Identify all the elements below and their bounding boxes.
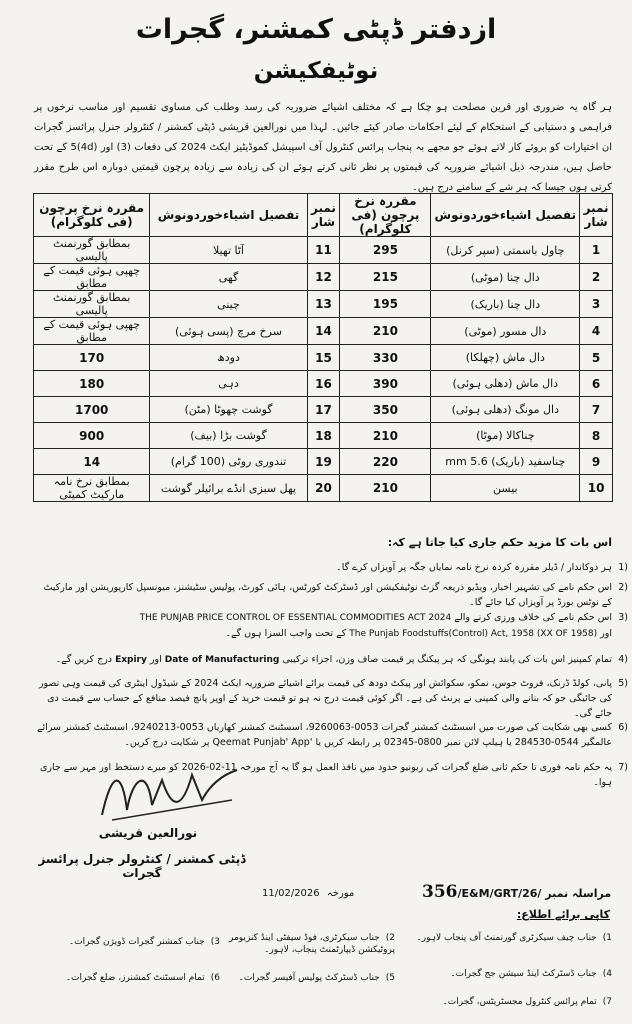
serial-cell: 15: [307, 345, 340, 371]
item-cell: دال چنا (موٹی): [431, 264, 580, 291]
item-cell: دال چنا (باریک): [431, 291, 580, 318]
table-row: [34, 345, 613, 371]
rate-cell: چھپی ہوئی قیمت کے مطابق: [34, 264, 150, 291]
item-cell: سرخ مرچ (پسی ہوئی): [150, 318, 307, 345]
preamble-paragraph: ہر گاہ یہ ضروری اور قرین مصلحت ہو چکا ہے کہ مختلف اشیائے ضروریہ کی رسد وطلب کی مساوی تقسیم اور مناسب نرخوں پر فراہمی و دستیابی کے استحکام کے لیئے احکامات صادر کیئے جائیں۔ لہذا میں نورالعین قریشی ڈپٹی کمشنر / کنٹرولر جنرل پرائسز گجرات ان اختیارات کو بروئے کار لاتے ہوئے جو مجھے بہ پنجاب پرائس کنٹرول آف اسپیشل کموڈیٹیز ایکٹ 2024 کی دفعات (3) اور (4d)5 کے تحت حاصل ہیں، مندرجہ ذیل اشیائے ضروریہ کی قیمتوں پر نظر ثانی کرتے ہوئے ان کی زیادہ سے زیادہ پرچون قیمتیں دوبارہ اس طرح مقرر کرتی ہوں جیسا کہ ہر شے کے سامنے درج ہیں۔: [34, 102, 612, 193]
rate-cell: 170: [34, 345, 150, 371]
item-cell: دہی: [150, 371, 307, 397]
rate-cell: 220: [340, 449, 431, 475]
clause-item: [34, 676, 628, 721]
rate-cell: چھپی ہوئی قیمت کے مطابق: [34, 318, 150, 345]
serial-cell: 9: [580, 449, 613, 475]
ref-label: مراسلہ نمبر: [545, 887, 612, 900]
clause-text: ہر دوکاندار / ڈیلر مقررہ کردہ نرخ نامہ نمایاں جگہ پر آویزاں کرے گا۔: [336, 562, 612, 573]
date-of-manufacturing-term: Date of Manufacturing: [164, 655, 280, 665]
serial-cell: 13: [307, 291, 340, 318]
clause-text: اس حکم نامے کی تشہیر اخبار، ویڈیو ذریعہ گزٹ نوٹیفکیشن اور ڈسٹرکٹ کورٹس، ہائی کورٹ، پولیس سٹیشنز، میونسپل کارپوریشن اور مارکیٹ کے نوٹس بورڈ پر آویزاں کیا جائے گا۔: [43, 582, 612, 608]
clause-item: [34, 720, 628, 750]
item-cell: دال مونگ (دھلی ہوئی): [431, 397, 580, 423]
header-serial-right-block: نمبر شار: [307, 194, 340, 237]
cc-item: [60, 972, 220, 984]
signatory-name: نورالعین قریشی: [98, 826, 198, 840]
dispatch-date: [262, 888, 354, 899]
signatory-designation: ڈپٹی کمشنر / کنٹرولر جنرل پرائسز گجرات: [38, 852, 246, 880]
cc-number: 1): [602, 933, 612, 943]
cc-number: 3): [210, 937, 220, 947]
notification-heading: نوٹیفکیشن: [253, 58, 379, 84]
cc-text: تمام اسسٹنٹ کمشنرز، ضلع گجرات۔: [65, 973, 205, 983]
item-cell: چینی: [150, 291, 307, 318]
table-row: [34, 423, 613, 449]
clause-text: اس حکم نامے کی خلاف ورزی کرنے والے: [454, 612, 612, 623]
act-name-1958: The Punjab Foodstuffs(Control) Act, 1958 (XX OF 1958): [349, 629, 598, 639]
rate-cell: بمطابق گورنمنٹ پالیسی: [34, 291, 150, 318]
rate-cell: 350: [340, 397, 431, 423]
clause-text: تمام کمپنیز اس بات کی پابند ہونگی کہ ہر پیکنگ پر قیمت صاف وزن، اجزاء ترکیبی: [282, 654, 612, 665]
rate-cell: 295: [340, 237, 431, 264]
cc-number: 4): [602, 969, 612, 979]
cc-item: [400, 932, 612, 944]
ref-suffix: /E&M/GRT/26/: [457, 887, 542, 900]
item-cell: گھی: [150, 264, 307, 291]
rate-cell: 1700: [34, 397, 150, 423]
handwritten-signature: [92, 760, 242, 830]
item-cell: پھل سبزی انڈے برائیلر گوشت: [150, 475, 307, 502]
cc-item: [225, 972, 395, 984]
cc-text: تمام پرائس کنٹرول مجسٹریٹس، گجرات۔: [442, 997, 597, 1007]
clause-text: اور: [149, 654, 162, 665]
item-cell: دال ماش (چھلکا): [431, 345, 580, 371]
cc-number: 5): [385, 973, 395, 983]
serial-cell: 19: [307, 449, 340, 475]
ref-number-handwritten: 356: [422, 882, 458, 902]
item-cell: چناکالا (موٹا): [431, 423, 580, 449]
table-row: [34, 291, 613, 318]
rate-cell: 14: [34, 449, 150, 475]
rate-cell: 210: [340, 318, 431, 345]
cc-text: جناب ڈسٹرکٹ اینڈ سیشن جج گجرات۔: [450, 969, 597, 979]
clause-item: [34, 610, 628, 642]
cc-text: جناب ڈسٹرکٹ پولیس آفیسر گجرات۔: [238, 973, 380, 983]
clause-text: درج کریں گے۔: [55, 654, 113, 665]
date-label: مورخہ: [326, 888, 355, 899]
rate-cell: بمطابق نرخ نامہ مارکیٹ کمیٹی: [34, 475, 150, 502]
clause-item: [34, 580, 628, 610]
serial-cell: 16: [307, 371, 340, 397]
header-item-left-block: تفصیل اشیاءخوردونوش: [431, 194, 580, 237]
clause-text: کسی بھی شکایت کی صورت میں اسسٹنٹ کمشنر گجرات 0053-9260063، اسسٹنٹ کمشنر کھاریاں 0053-9240213، اسسٹنٹ کمشنر سرائے عالمگیر 0544-284530 یا ہیلپ لائن نمبر 0800-02345 پر رابطہ کریں یا 'Qeemat Punjab' App پر شکایت درج کریں۔: [36, 722, 612, 748]
rate-cell: 180: [34, 371, 150, 397]
clause-text: کے تحت واجب السزا ہوں گے۔: [225, 628, 347, 639]
cc-item: [400, 996, 612, 1008]
clause-text: یہ حکم نامہ فوری تا حکم ثانی ضلع گجرات کی ریونیو حدود میں نافذ العمل ہو گا یہ آج مورخہ 11-02-2026 کو میرے دستخط اور مہر سے جاری ہوا۔: [40, 762, 612, 788]
item-cell: گوشت چھوٹا (مٹن): [150, 397, 307, 423]
serial-cell: 8: [580, 423, 613, 449]
clause-number: (3: [618, 612, 628, 623]
table-row: [34, 264, 613, 291]
rate-cell: 215: [340, 264, 431, 291]
serial-cell: 7: [580, 397, 613, 423]
cc-text: جناب کمشنر گجرات ڈویژن گجرات۔: [68, 937, 205, 947]
serial-cell: 18: [307, 423, 340, 449]
serial-cell: 4: [580, 318, 613, 345]
item-cell: گوشت بڑا (بیف): [150, 423, 307, 449]
table-row: [34, 371, 613, 397]
header-serial-left-block: نمبر شار: [580, 194, 613, 237]
serial-cell: 1: [580, 237, 613, 264]
clause-number: (7: [618, 762, 628, 773]
serial-cell: 12: [307, 264, 340, 291]
rate-cell: 390: [340, 371, 431, 397]
item-cell: دودھ: [150, 345, 307, 371]
item-cell: آٹا تھیلا: [150, 237, 307, 264]
clause-number: (2: [618, 582, 628, 593]
cc-item: [60, 936, 220, 948]
cc-number: 7): [602, 997, 612, 1007]
serial-cell: 20: [307, 475, 340, 502]
header-item-right-block: تفصیل اشیاءخوردونوش: [150, 194, 307, 237]
rate-cell: بمطابق گورنمنٹ پالیسی: [34, 237, 150, 264]
serial-cell: 17: [307, 397, 340, 423]
clause-number: (4: [618, 654, 628, 665]
table-row: [34, 475, 613, 502]
serial-cell: 11: [307, 237, 340, 264]
office-title: ازدفتر ڈپٹی کمشنر، گجرات: [135, 14, 497, 45]
item-cell: دال مسور (موٹی): [431, 318, 580, 345]
rate-cell: 210: [340, 423, 431, 449]
clause-item: [34, 560, 628, 575]
table-row: [34, 449, 613, 475]
clause-item: [34, 652, 628, 668]
copy-heading: کاپی برائے اطلاع:: [516, 908, 610, 921]
item-cell: چناسفید (باریک) 5.6 mm: [431, 449, 580, 475]
serial-cell: 6: [580, 371, 613, 397]
item-cell: دال ماش (دھلی ہوئی): [431, 371, 580, 397]
cc-number: 6): [210, 973, 220, 983]
cc-text: جناب چیف سیکرٹری گورنمنٹ آف پنجاب لاہور۔: [416, 933, 597, 943]
rate-cell: 900: [34, 423, 150, 449]
date-value: 11/02/2026: [262, 888, 320, 899]
cc-text: جناب سیکرٹری، فوڈ سیفٹی اینڈ کنزیومر پروٹیکشن ڈیپارٹمنٹ پنجاب، لاہور۔: [229, 933, 395, 955]
price-table-header: [34, 194, 613, 237]
clause-number: (5: [618, 678, 628, 689]
further-order-line: اس بات کا مزید حکم جاری کیا جاتا ہے کہ:: [387, 536, 612, 549]
rate-cell: 330: [340, 345, 431, 371]
header-rate-right-block: مقررہ نرخ پرچون (فی کلوگرام): [34, 194, 150, 237]
cc-item: [225, 932, 395, 956]
serial-cell: 3: [580, 291, 613, 318]
header-rate-left-block: مقررہ نرخ پرچون (فی کلوگرام): [340, 194, 431, 237]
rate-cell: 195: [340, 291, 431, 318]
clause-number: (1: [618, 562, 628, 573]
item-cell: چاول باسمتی (سپر کرنل): [431, 237, 580, 264]
table-row: [34, 237, 613, 264]
table-row: [34, 318, 613, 345]
price-table: [33, 193, 613, 502]
serial-cell: 2: [580, 264, 613, 291]
serial-cell: 14: [307, 318, 340, 345]
rate-cell: 210: [340, 475, 431, 502]
item-cell: تندوری روٹی (100 گرام): [150, 449, 307, 475]
cc-item: [400, 968, 612, 980]
serial-cell: 10: [580, 475, 613, 502]
cc-number: 2): [385, 933, 395, 943]
item-cell: بیسن: [431, 475, 580, 502]
act-name-2024: THE PUNJAB PRICE CONTROL OF ESSENTIAL COMMODITIES ACT 2024: [139, 613, 452, 623]
table-row: [34, 397, 613, 423]
serial-cell: 5: [580, 345, 613, 371]
expiry-term: Expiry: [115, 655, 147, 665]
clause-number: (6: [618, 722, 628, 733]
reference-number: [422, 882, 622, 902]
clause-text: پانی، کولڈ ڈرنک، فروٹ جوس، نمکو، سکوائش اور پیکٹ دودھ کی قیمت برائے اشیائے ضروریہ ایکٹ 2024 کے شیڈول اینٹری کی قیمت وہی تصور کی جائیگی جو کہ بنانے والی کمپنی نے پرنٹ کی ہے۔ اگر کوئی قیمت درج نہ ہو تو قیمت خرید کے اوپر پانچ فیصد منافع کے حساب سے قیمت دی جائے گی۔: [38, 678, 612, 719]
clause-text: اور: [600, 628, 612, 639]
